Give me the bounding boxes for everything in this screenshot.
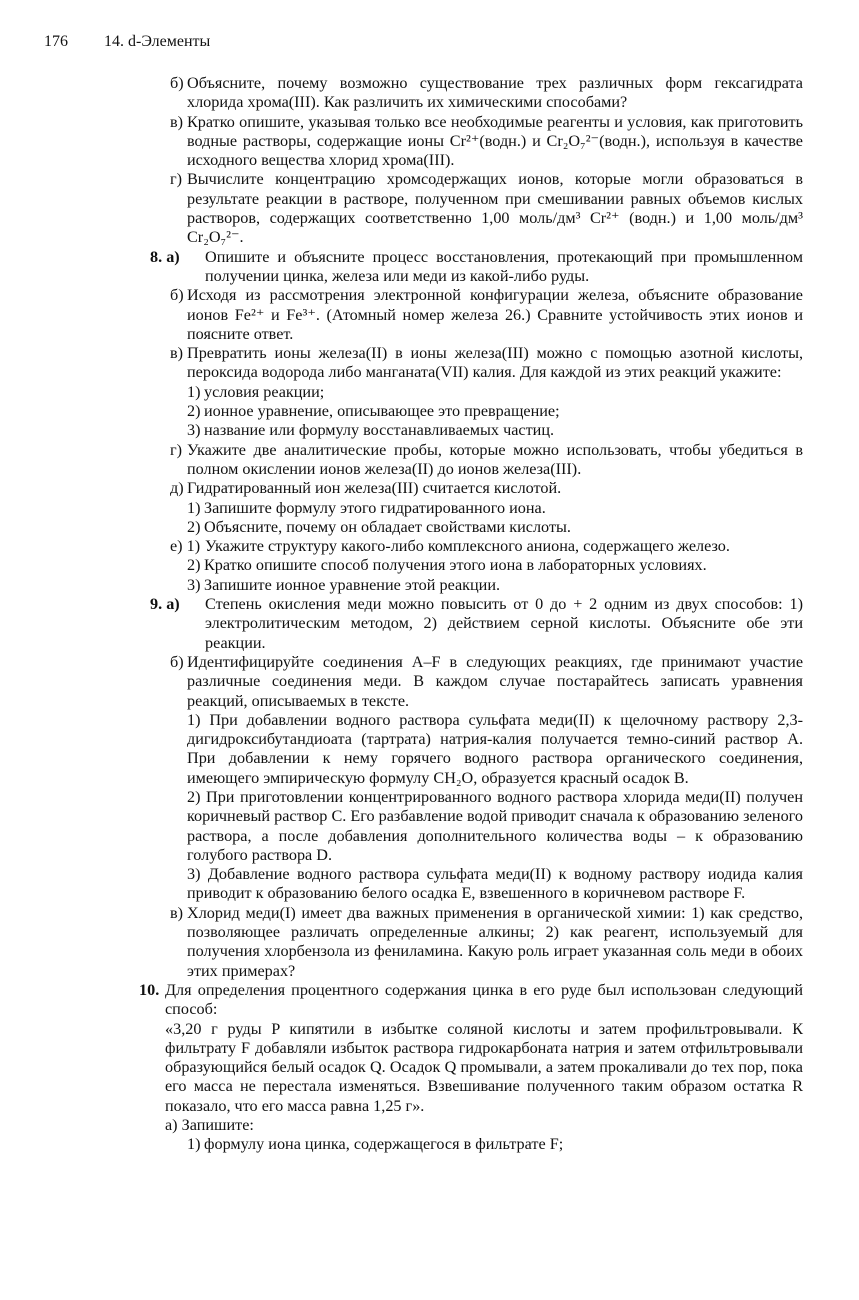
item-marker: 8. а): [150, 247, 180, 266]
item-text: Запишите ионное уравнение этой реакции.: [204, 575, 501, 594]
text-block: [0, 1135, 859, 1154]
item-text: Степень окисления меди можно повысить от 0 до + 2 одним из двух способов: 1) электролитическим методом, 2) действием серной кислоты. Объясните обе эти реакции.: [205, 595, 803, 652]
text-block: [0, 904, 859, 981]
item-text: Идентифицируйте соединения A–F в следующих реакциях, где принимают участие различные соединения меди. В каждом случае постарайтесь записать уравнения реакций, описываемых в тексте.: [187, 652, 803, 710]
chapter-title: 14. d-Элементы: [104, 33, 211, 50]
item-marker: в): [170, 903, 184, 922]
item-marker: в): [170, 344, 184, 363]
item-text: Хлорид меди(I) имеет два важных применения в органической химии: 1) как средство, позволяющее различать определенные алкины; 2) как реагент, используемый для получения хлорбензола из фениламина. Какую роль играет указанная соль меди в обоих этих примерах?: [187, 903, 803, 980]
item-marker: б): [170, 286, 184, 305]
item-text: Укажите структуру какого-либо комплексного аниона, содержащего железо.: [205, 537, 730, 556]
item-marker: 1): [187, 382, 201, 401]
text-block: [0, 981, 859, 1020]
page-number: 176: [44, 33, 68, 50]
item-text: Укажите две аналитические пробы, которые можно использовать, чтобы убедиться в полном окислении ионов железа(II) до ионов железа(III).: [187, 440, 803, 478]
item-text: 3) Добавление водного раствора сульфата меди(II) к водному раствору иодида калия приводит к образованию белого осадка E, взвешенного в коричневом растворе F.: [187, 865, 803, 903]
item-text: Вычислите концентрацию хромсодержащих ионов, которые могли образоваться в результате реакции в растворе, полученном при смешивании равных объемов кислых растворов, содержащих соответственно 1,00 моль/дм³ Cr²⁺ (водн.) и 1,00 моль/дм³ Cr₂O₇²⁻.: [187, 170, 803, 247]
item-marker: д): [170, 479, 184, 498]
text-block: [0, 556, 859, 575]
text-block: [0, 576, 859, 595]
text-block: [0, 711, 859, 788]
item-marker: 3): [187, 575, 201, 594]
text-block: [0, 537, 859, 556]
item-text: Гидратированный ион железа(III) считается кислотой.: [187, 479, 562, 498]
item-text: Объясните, почему он обладает свойствами кислоты.: [204, 517, 571, 536]
item-marker: е) 1): [170, 537, 201, 556]
text-block: [0, 865, 859, 904]
item-marker: 10.: [139, 980, 160, 999]
item-text: Превратить ионы железа(II) в ионы железа(III) можно с помощью азотной кислоты, пероксида водорода либо манганата(VII) калия. Для каждой из этих реакций укажите:: [187, 344, 803, 382]
item-marker: б): [170, 652, 184, 671]
text-block: [0, 479, 859, 498]
text-block: [0, 1020, 859, 1116]
item-text: «3,20 г руды P кипятили в избытке соляной кислоты и затем профильтровывали. К фильтрату F добавляли избыток раствора гидрокарбоната натрия и затем отфильтровывали образующийся белый осадок Q. Осадок Q промывали, а затем прокаливали до тех пор, пока его масса не перестала изменяться. Взвешивание полученного таким образом остатка R показало, что его масса равна 1,25 г».: [165, 1019, 803, 1115]
text-block: [0, 653, 859, 711]
text-block: [0, 383, 859, 402]
item-text: Кратко опишите, указывая только все необходимые реагенты и условия, как приготовить водные растворы, содержащие ионы Cr²⁺(водн.) и Cr₂O₇²⁻(водн.), используя в качестве исходного вещества хлорид хрома(III).: [187, 112, 803, 170]
text-block: [0, 402, 859, 421]
item-text: а) Запишите:: [165, 1116, 254, 1135]
text-block: [0, 441, 859, 480]
item-marker: 1): [187, 1135, 201, 1154]
item-text: Опишите и объясните процесс восстановления, протекающий при промышленном получении цинка, железа или меди из какой-либо руды.: [205, 247, 803, 285]
item-text: Для определения процентного содержания цинка в его руде был использован следующий способ:: [165, 980, 803, 1019]
page-header: [44, 33, 815, 55]
text-block: [0, 170, 859, 247]
text-block: [0, 788, 859, 865]
item-text: ионное уравнение, описывающее это превращение;: [204, 402, 560, 421]
item-marker: 2): [187, 517, 201, 536]
item-text: 1) При добавлении водного раствора сульфата меди(II) к щелочному раствору 2,3-дигидроксибутандиоата (тартрата) натрия-калия получается темно-синий раствор A. При добавлении к нему горячего водного раствора органического соединения, имеющего эмпирическую формулу CH₂O, образуется красный осадок B.: [187, 710, 803, 787]
text-block: [0, 286, 859, 344]
item-text: Исходя из рассмотрения электронной конфигурации железа, объясните образование ионов Fe²⁺ и Fe³⁺. (Атомный номер железа 26.) Сравните устойчивость этих ионов и поясните ответ.: [187, 286, 803, 343]
item-marker: 2): [187, 556, 201, 575]
item-text: название или формулу восстанавливаемых частиц.: [204, 421, 555, 440]
text-block: [0, 421, 859, 440]
text-block: [0, 74, 859, 113]
text-block: [0, 595, 859, 653]
item-marker: г): [170, 440, 183, 459]
item-marker: в): [170, 112, 184, 131]
item-text: 2) При приготовлении концентрированного водного раствора хлорида меди(II) получен коричневый раствор C. Его разбавление водой приводит сначала к образованию зеленого раствора, а после добавления дополнительного количества воды – к образованию голубого раствора D.: [187, 787, 803, 864]
item-text: формулу иона цинка, содержащегося в фильтрате F;: [204, 1135, 564, 1154]
text-block: [0, 113, 859, 171]
item-marker: 2): [187, 402, 201, 421]
item-marker: 1): [187, 498, 201, 517]
text-block: [0, 344, 859, 383]
text-block: [0, 518, 859, 537]
item-text: Кратко опишите способ получения этого иона в лабораторных условиях.: [204, 556, 707, 575]
page-body: [0, 74, 859, 1155]
item-marker: 3): [187, 421, 201, 440]
item-text: Объясните, почему возможно существование трех различных форм гексагидрата хлорида хрома(III). Как различить их химическими способами?: [187, 74, 803, 112]
text-block: [0, 248, 859, 287]
item-text: Запишите формулу этого гидратированного иона.: [204, 498, 546, 517]
text-block: [0, 499, 859, 518]
item-marker: 9. а): [150, 595, 180, 614]
item-marker: г): [170, 170, 183, 189]
item-text: условия реакции;: [204, 382, 325, 401]
text-block: [0, 1116, 859, 1135]
item-marker: б): [170, 74, 184, 92]
